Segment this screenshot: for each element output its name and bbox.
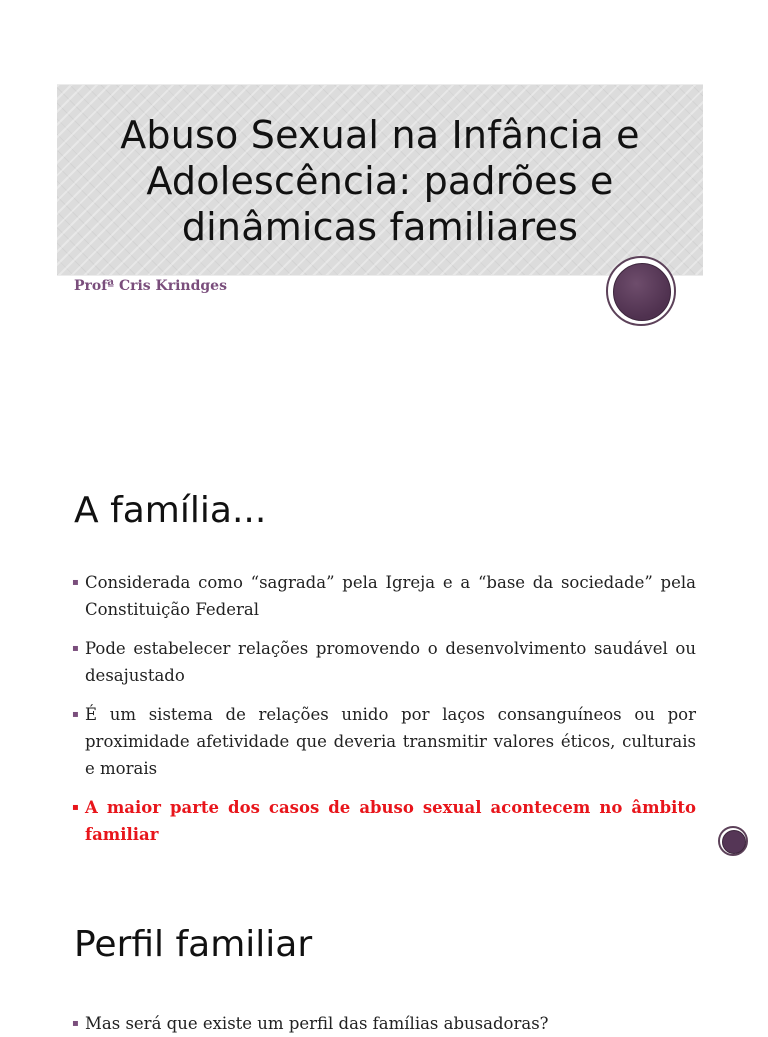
bullet-text: É um sistema de relações unido por laços consanguíneos ou por proximidade afetividade que deveria transmitir valores éticos, culturais e morais [85, 705, 696, 778]
slide-title [70, 112, 690, 250]
circle-badge-inner [613, 263, 671, 321]
bullet-text: A maior parte dos casos de abuso sexual acontecem no âmbito familiar [85, 798, 696, 844]
bullet-item [72, 701, 696, 782]
circle-badge-icon [718, 826, 748, 856]
bullet-square-icon: ▪ [72, 1018, 79, 1029]
bullet-square-icon: ▪ [72, 709, 79, 720]
bullet-square-icon: ▪ [72, 643, 79, 654]
bullet-item-highlight [72, 794, 696, 848]
bullet-text: Mas será que existe um perfil das famílias abusadoras? [85, 1014, 549, 1033]
bullet-item [72, 569, 696, 623]
bullet-list [72, 569, 696, 860]
section-heading-familia: A família... [74, 490, 267, 531]
circle-badge-icon [606, 256, 676, 326]
bullet-item [72, 635, 696, 689]
bullet-text: Pode estabelecer relações promovendo o desenvolvimento saudável ou desajustado [85, 639, 696, 685]
section-heading-perfil: Perfil familiar [74, 924, 313, 965]
circle-badge-inner [722, 830, 746, 854]
bullet-square-icon: ▪ [72, 802, 79, 813]
slide-title-line: Adolescência: padrões e [146, 159, 614, 203]
slide-title-line: Abuso Sexual na Infância e [120, 113, 640, 157]
bullet-text: Considerada como “sagrada” pela Igreja e a “base da sociedade” pela Constituição Federal [85, 573, 696, 619]
author-name: Profª Cris Krindges [74, 278, 227, 294]
slide-title-line: dinâmicas familiares [181, 205, 579, 249]
bullet-square-icon: ▪ [72, 577, 79, 588]
